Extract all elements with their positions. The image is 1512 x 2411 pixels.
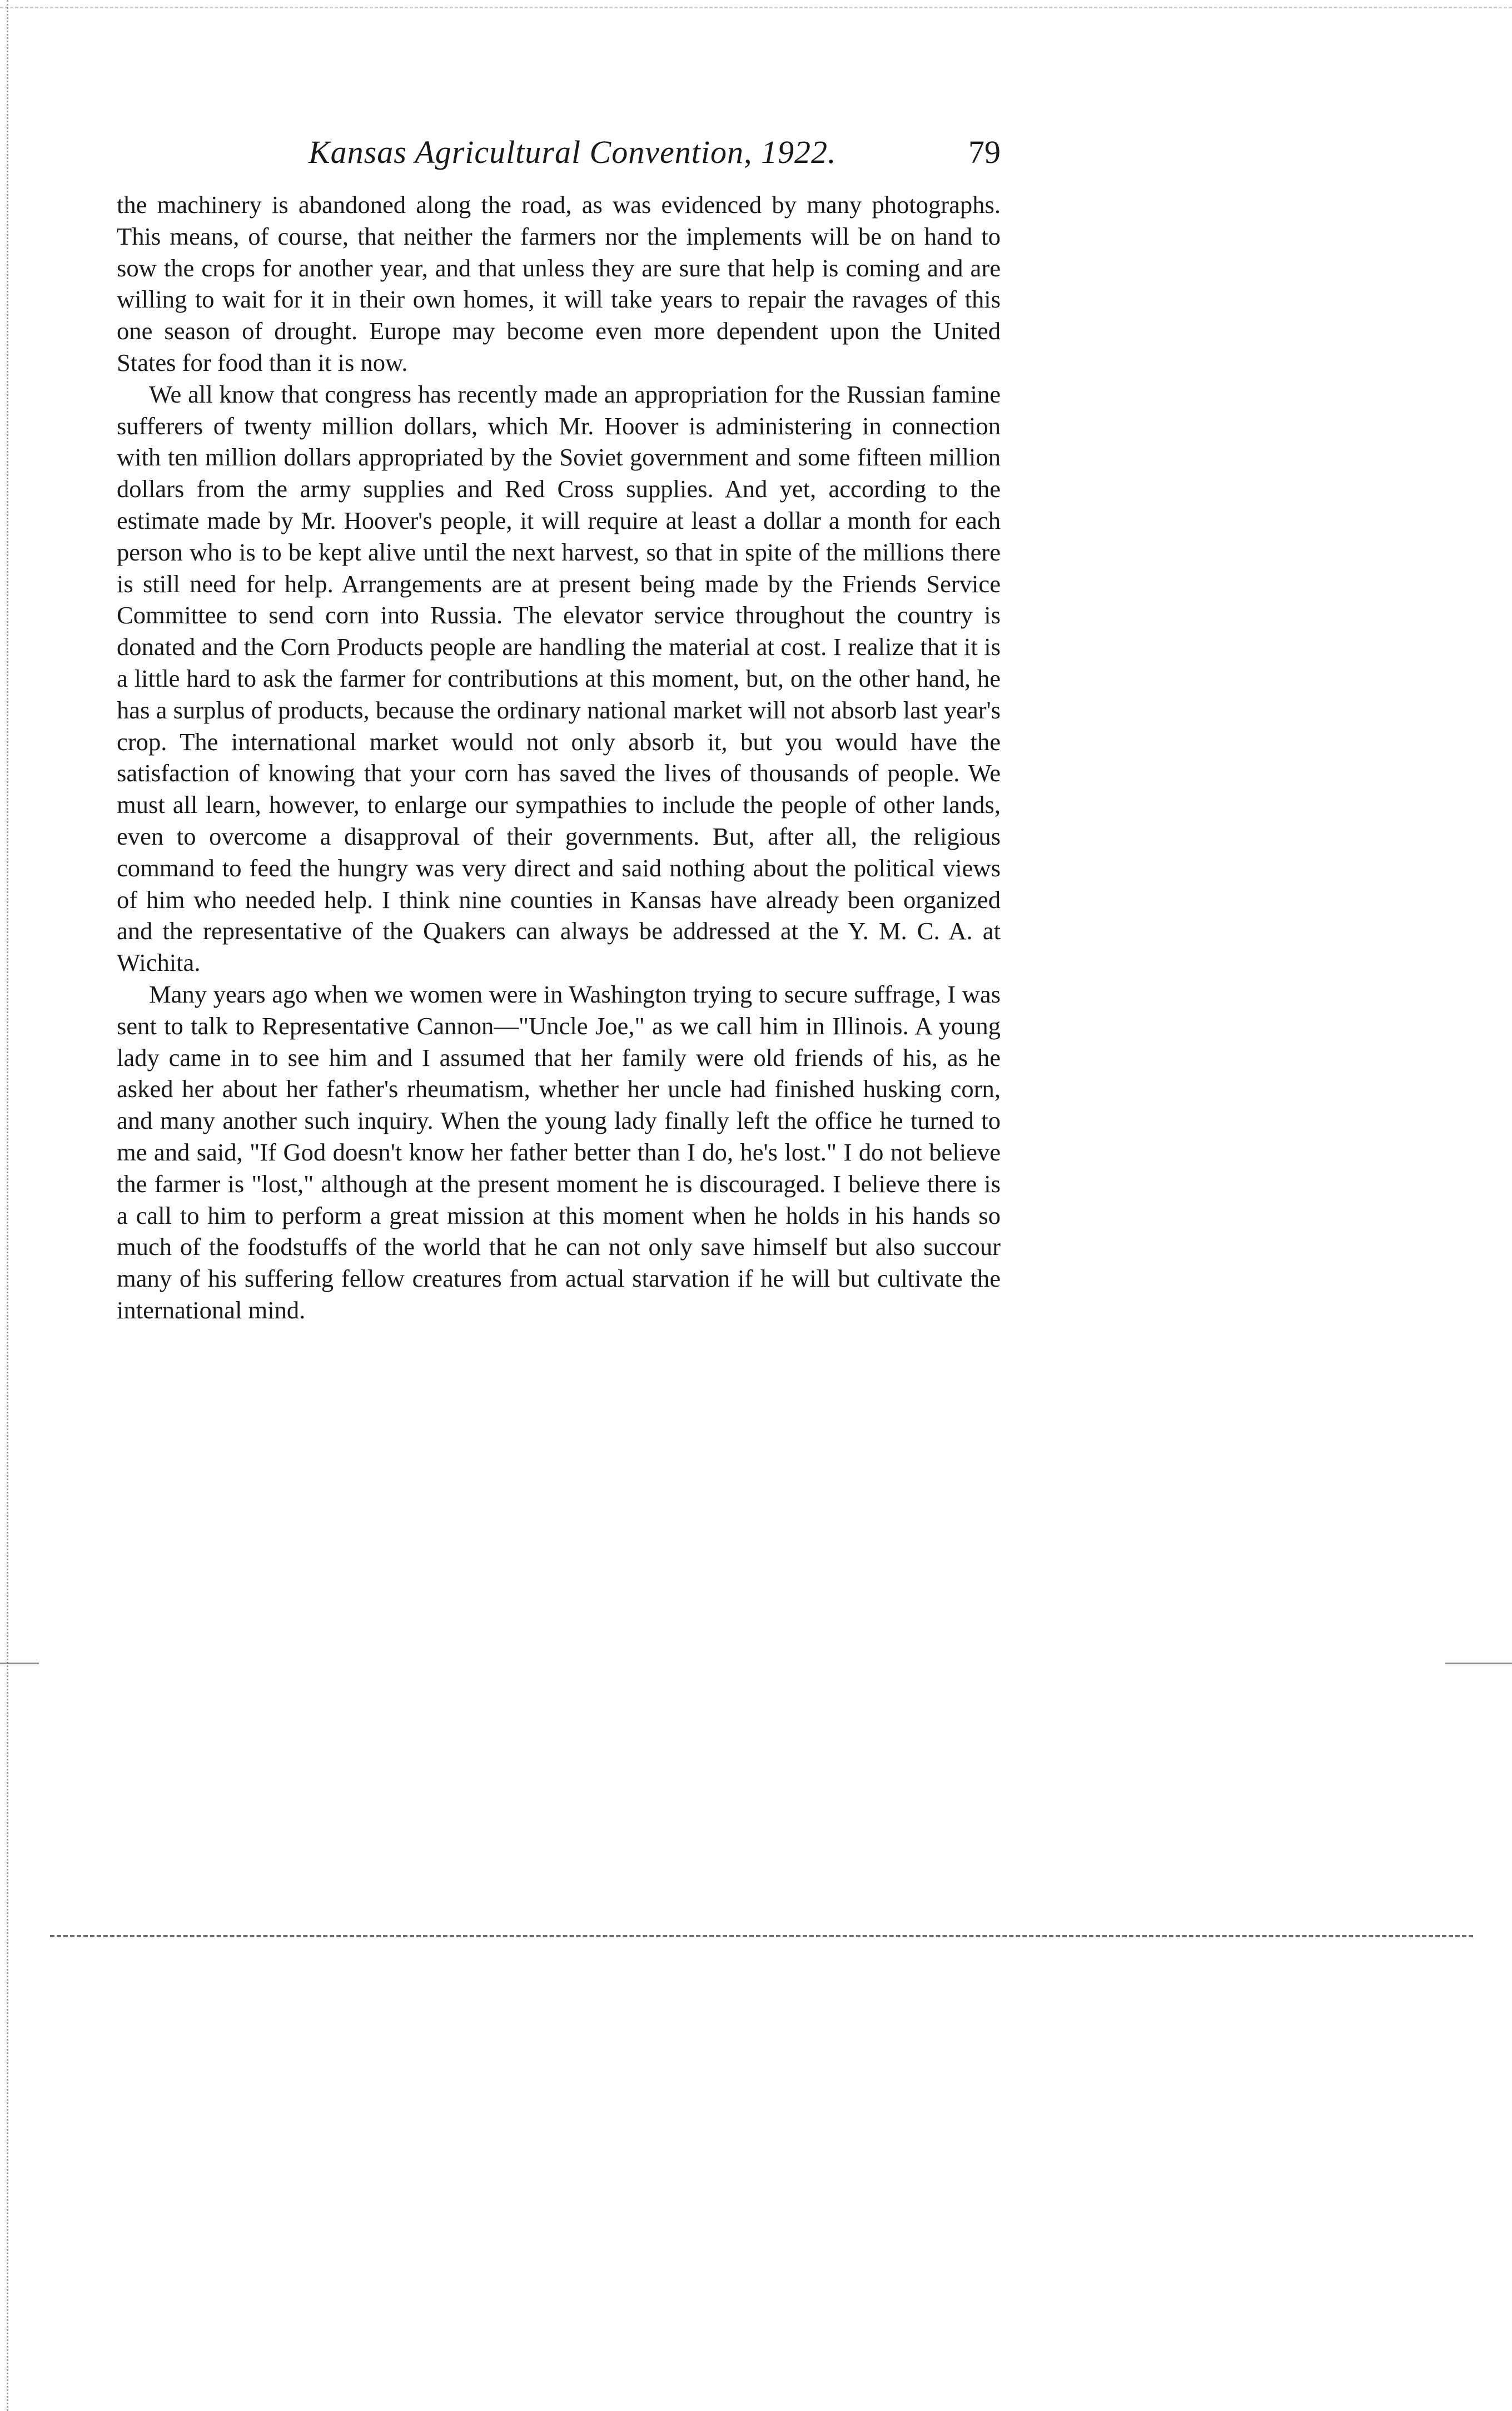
- paragraph-russian-famine: We all know that congress has recently made an appropriation for the Russian famine sufferers of twenty million dollars, which Mr. Hoover is administering in connection with ten million dollars appropriated by the Soviet government and some fifteen million dollars from the army supplies and Red Cross supplies. And yet, according to the estimate made by Mr. Hoover's people, it will require at least a dollar a month for each person who is to be kept alive until the next harvest, so that in spite of the millions there is still need for help. Arrangements are at present being made by the Friends Service Committee to send corn into Russia. The elevator service throughout the country is donated and the Corn Products people are handling the material at cost. I realize that it is a little hard to ask the farmer for contributions at this moment, but, on the other hand, he has a surplus of products, because the ordinary national market will not absorb last year's crop. The international market would not only absorb it, but you would have the satisfaction of knowing that your corn has saved the lives of thousands of people. We must all learn, however, to enlarge our sympathies to include the people of other lands, even to overcome a disapproval of their governments. But, after all, the religious command to feed the hungry was very direct and said nothing about the political views of him who needed help. I think nine counties in Kansas have already been organized and the representative of the Quakers can always be addressed at the Y. M. C. A. at Wichita.: [117, 380, 1001, 977]
- body-text: [117, 189, 1001, 1326]
- scan-left-edge: [7, 0, 12, 2411]
- scan-top-edge: [0, 7, 1512, 8]
- running-title: Kansas Agricultural Convention, 1922.: [309, 134, 837, 170]
- running-head: [117, 133, 1001, 189]
- scan-right-tick: [1445, 1663, 1512, 1664]
- paragraph-uncle-joe: Many years ago when we women were in Washington trying to secure suffrage, I was sent to talk to Representative Cannon—"Uncle Joe," as we call him in Illinois. A young lady came in to see him and I assumed that her family were old friends of his, as he asked her about her father's rheumatism, whether her uncle had finished husking corn, and many another such inquiry. When the young lady finally left the office he turned to me and said, "If God doesn't know her father better than I do, he's lost." I do not believe the farmer is "lost," although at the present moment he is discouraged. I believe there is a call to him to perform a great mission at this moment when he holds in his hands so much of the foodstuffs of the world that he can not only save himself but also succour many of his suffering fellow creatures from actual starvation if he will but cultivate the international mind.: [117, 980, 1001, 1324]
- page-number: 79: [968, 134, 1001, 170]
- book-page: [117, 133, 1001, 1326]
- scan-left-tick: [0, 1663, 39, 1664]
- scan-bottom-edge: [50, 1935, 1473, 1937]
- paragraph-continuation: the machinery is abandoned along the road, as was evidenced by many photographs. This means, of course, that neither the farmers nor the implements will be on hand to sow the crops for another year, and that unless they are sure that help is coming and are willing to wait for it in their own homes, it will take years to repair the ravages of this one season of drought. Europe may become even more dependent upon the United States for food than it is now.: [117, 191, 1001, 376]
